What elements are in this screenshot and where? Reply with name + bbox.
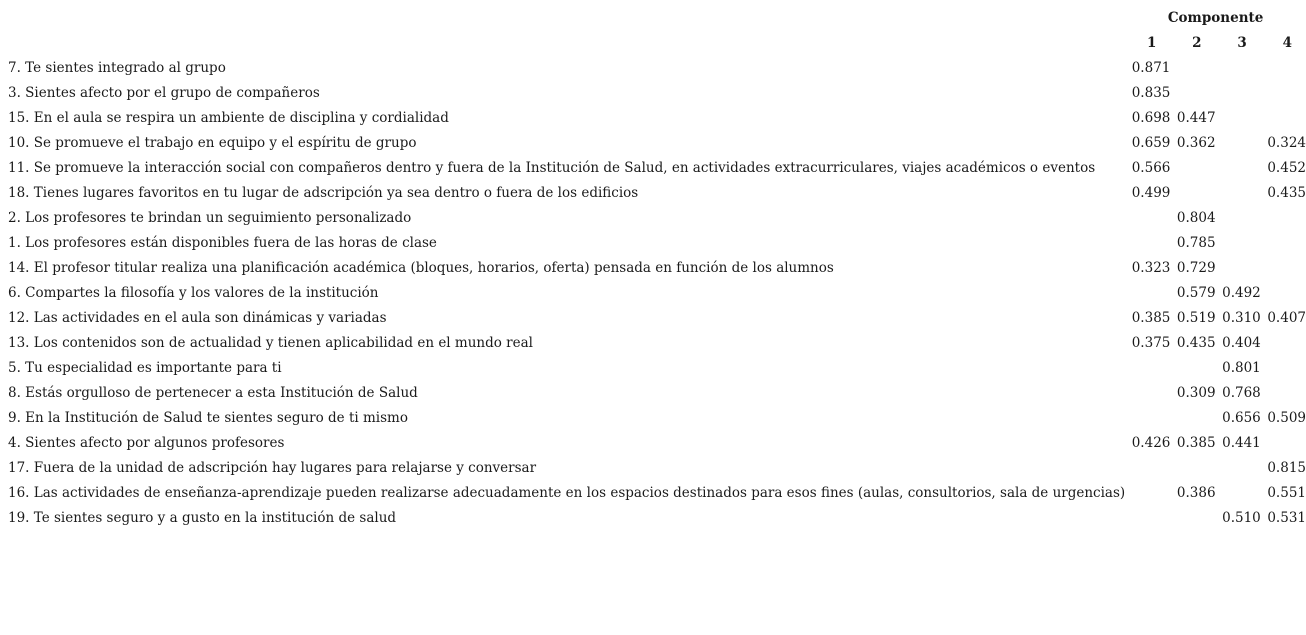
item-label: 12. Las actividades en el aula son dinámicas y variadas: [8, 310, 387, 326]
loading-value-component-4: 0.407: [1267, 310, 1306, 326]
loading-value-component-2: 0.386: [1176, 485, 1216, 501]
loading-value-component-2: [1170, 506, 1215, 531]
loading-value-component-2: 0.309: [1176, 385, 1216, 401]
loading-value-component-1: [1125, 231, 1170, 256]
item-label: 10. Se promueve el trabajo en equipo y el espíritu de grupo: [8, 135, 417, 151]
loading-value-component-3: [1216, 56, 1261, 81]
table-row: [8, 81, 1306, 106]
loading-value-component-4: [1261, 81, 1306, 106]
table-row: [8, 381, 1306, 406]
loading-value-component-1: [1125, 406, 1170, 431]
table-row: [8, 481, 1306, 506]
loading-value-component-4: 0.452: [1267, 160, 1306, 176]
loading-value-component-4: 0.324: [1267, 135, 1306, 151]
loading-value-component-3: [1216, 206, 1261, 231]
loading-value-component-4: [1261, 231, 1306, 256]
loading-value-component-2: 0.362: [1176, 135, 1216, 151]
loading-value-component-4: 0.551: [1267, 485, 1306, 501]
loading-value-component-1: [1125, 481, 1170, 506]
header-group-row: [8, 6, 1306, 31]
loading-value-component-3: 0.656: [1222, 410, 1261, 426]
item-label: 5. Tu especialidad es importante para ti: [8, 360, 282, 376]
loading-value-component-4: [1261, 206, 1306, 231]
loading-value-component-2: [1170, 356, 1215, 381]
table-row: [8, 306, 1306, 331]
loading-value-component-1: [1125, 206, 1170, 231]
loading-value-component-3: [1216, 81, 1261, 106]
loading-value-component-1: 0.659: [1131, 135, 1171, 151]
column-header-2: 2: [1192, 35, 1202, 51]
table-row: [8, 206, 1306, 231]
header-columns-row: [8, 31, 1306, 56]
table-row: [8, 456, 1306, 481]
header-group-label: Componente: [1167, 10, 1264, 26]
loading-value-component-4: [1261, 331, 1306, 356]
loading-value-component-4: [1261, 356, 1306, 381]
component-matrix-table: [8, 6, 1306, 531]
loading-value-component-3: [1216, 131, 1261, 156]
loading-value-component-1: 0.385: [1131, 310, 1171, 326]
item-label: 14. El profesor titular realiza una planificación académica (bloques, horarios, oferta) pensada en función de los alumnos: [8, 260, 834, 276]
component-matrix-table-container: [8, 6, 1306, 531]
table-row: [8, 231, 1306, 256]
loading-value-component-3: 0.768: [1222, 385, 1261, 401]
loading-value-component-1: 0.835: [1131, 85, 1171, 101]
table-header: [8, 6, 1306, 56]
loading-value-component-1: [1125, 381, 1170, 406]
loading-value-component-3: [1216, 456, 1261, 481]
column-header-3: 3: [1237, 35, 1247, 51]
loading-value-component-4: [1261, 56, 1306, 81]
loading-value-component-3: 0.404: [1222, 335, 1261, 351]
loading-value-component-3: 0.310: [1222, 310, 1261, 326]
column-header-1: 1: [1146, 35, 1157, 51]
loading-value-component-2: 0.385: [1176, 435, 1216, 451]
table-row: [8, 256, 1306, 281]
table-row: [8, 106, 1306, 131]
loading-value-component-2: 0.729: [1176, 260, 1216, 276]
item-label: 15. En el aula se respira un ambiente de disciplina y cordialidad: [8, 110, 449, 126]
header-blank-cell: [8, 31, 1125, 56]
item-label: 18. Tienes lugares favoritos en tu lugar de adscripción ya sea dentro o fuera de los edificios: [8, 185, 639, 201]
loading-value-component-2: 0.435: [1176, 335, 1216, 351]
loading-value-component-4: 0.531: [1267, 510, 1306, 526]
loading-value-component-3: [1216, 231, 1261, 256]
loading-value-component-3: 0.441: [1222, 435, 1261, 451]
loading-value-component-3: [1216, 156, 1261, 181]
loading-value-component-1: [1125, 356, 1170, 381]
table-row: [8, 56, 1306, 81]
loading-value-component-1: 0.871: [1131, 60, 1171, 76]
table-row: [8, 406, 1306, 431]
item-label: 1. Los profesores están disponibles fuera de las horas de clase: [8, 235, 437, 251]
loading-value-component-2: [1170, 56, 1215, 81]
column-header-4: 4: [1282, 35, 1292, 51]
item-label: 7. Te sientes integrado al grupo: [8, 60, 226, 76]
loading-value-component-2: [1170, 406, 1215, 431]
table-row: [8, 156, 1306, 181]
table-row: [8, 431, 1306, 456]
item-label: 2. Los profesores te brindan un seguimiento personalizado: [8, 210, 412, 226]
loading-value-component-4: [1261, 106, 1306, 131]
item-label: 6. Compartes la filosofía y los valores de la institución: [8, 285, 379, 301]
loading-value-component-3: [1216, 481, 1261, 506]
loading-value-component-2: 0.579: [1176, 285, 1216, 301]
table-row: [8, 181, 1306, 206]
loading-value-component-1: [1125, 281, 1170, 306]
item-label: 16. Las actividades de enseñanza-aprendizaje pueden realizarse adecuadamente en los espacios destinados para esos fines (aulas, consultorios, sala de urgencias): [8, 485, 1126, 501]
loading-value-component-2: [1170, 81, 1215, 106]
header-blank-cell: [8, 6, 1125, 31]
loading-value-component-1: 0.375: [1131, 335, 1171, 351]
item-label: 19. Te sientes seguro y a gusto en la institución de salud: [8, 510, 397, 526]
loading-value-component-4: [1261, 281, 1306, 306]
table-row: [8, 331, 1306, 356]
loading-value-component-2: [1170, 456, 1215, 481]
table-row: [8, 356, 1306, 381]
table-row: [8, 506, 1306, 531]
loading-value-component-1: 0.323: [1131, 260, 1171, 276]
table-row: [8, 131, 1306, 156]
loading-value-component-4: 0.815: [1267, 460, 1306, 476]
loading-value-component-4: [1261, 381, 1306, 406]
loading-value-component-3: [1216, 181, 1261, 206]
loading-value-component-1: 0.499: [1131, 185, 1171, 201]
loading-value-component-3: 0.492: [1222, 285, 1261, 301]
loading-value-component-4: [1261, 256, 1306, 281]
loading-value-component-3: [1216, 106, 1261, 131]
loading-value-component-2: 0.519: [1176, 310, 1216, 326]
loading-value-component-1: 0.426: [1131, 435, 1171, 451]
item-label: 13. Los contenidos son de actualidad y tienen aplicabilidad en el mundo real: [8, 335, 533, 351]
loading-value-component-2: 0.447: [1176, 110, 1216, 126]
item-label: 11. Se promueve la interacción social con compañeros dentro y fuera de la Institución de Salud, en actividades extracurriculares, viajes académicos o eventos: [8, 160, 1096, 176]
loading-value-component-1: 0.698: [1131, 110, 1171, 126]
loading-value-component-2: 0.804: [1176, 210, 1216, 226]
loading-value-component-1: 0.566: [1131, 160, 1171, 176]
table-body: [8, 56, 1306, 531]
loading-value-component-1: [1125, 456, 1170, 481]
item-label: 9. En la Institución de Salud te sientes seguro de ti mismo: [8, 410, 408, 426]
loading-value-component-2: 0.785: [1176, 235, 1216, 251]
loading-value-component-4: 0.435: [1267, 185, 1306, 201]
item-label: 8. Estás orgulloso de pertenecer a esta Institución de Salud: [8, 385, 418, 401]
loading-value-component-3: 0.510: [1222, 510, 1261, 526]
item-label: 4. Sientes afecto por algunos profesores: [8, 435, 285, 451]
item-label: 17. Fuera de la unidad de adscripción hay lugares para relajarse y conversar: [8, 460, 537, 476]
table-row: [8, 281, 1306, 306]
loading-value-component-1: [1125, 506, 1170, 531]
item-label: 3. Sientes afecto por el grupo de compañeros: [8, 85, 320, 101]
loading-value-component-3: 0.801: [1222, 360, 1261, 376]
loading-value-component-2: [1170, 181, 1215, 206]
loading-value-component-4: [1261, 431, 1306, 456]
loading-value-component-4: 0.509: [1267, 410, 1306, 426]
loading-value-component-3: [1216, 256, 1261, 281]
loading-value-component-2: [1170, 156, 1215, 181]
